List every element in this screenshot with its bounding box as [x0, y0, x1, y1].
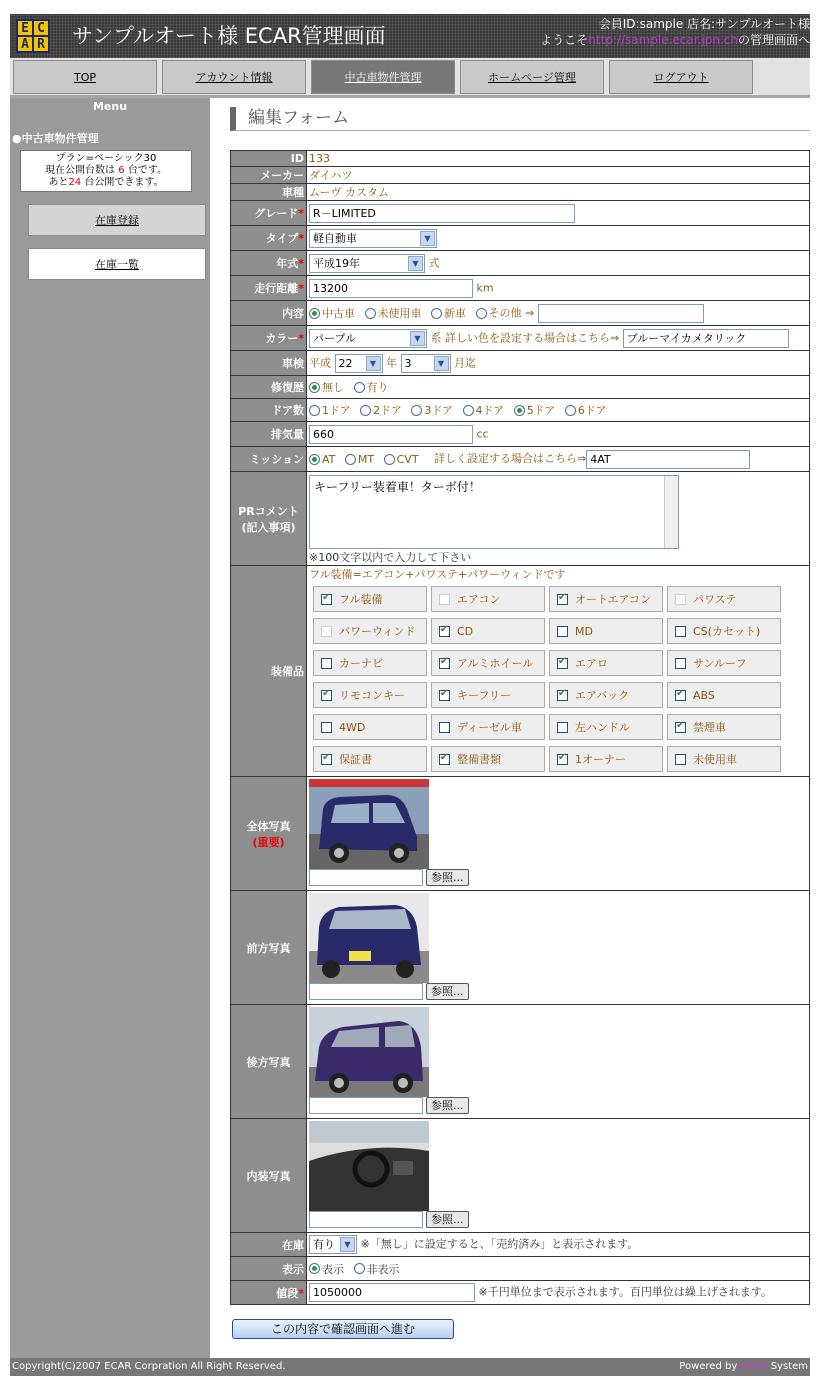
copyright: Copyright(C)2007 ECAR Corpration All Right Reserved. — [12, 1361, 286, 1372]
model-label: 車種 — [231, 184, 307, 201]
equipment-label-text: 整備書類 — [457, 753, 501, 766]
pr-comment-textarea[interactable]: キーフリー装着車！ターボ付！ — [309, 475, 679, 549]
header-bar — [10, 14, 810, 58]
equipment-note: フル装備=エアコン+パワステ+パワーウィンドです — [309, 568, 566, 581]
content-radio-other[interactable] — [476, 308, 487, 319]
published-count: 6 — [118, 165, 125, 176]
content-option-label: 未使用車 — [377, 307, 422, 320]
header-user-info — [540, 16, 810, 48]
mission-detail-input[interactable]: 4AT — [586, 450, 750, 469]
equipment-checkbox[interactable] — [675, 626, 686, 637]
doors-option-label: 6ドア — [577, 404, 607, 417]
site-title: サンプルオート様 ECAR管理画面 — [72, 24, 386, 48]
equipment-checkbox[interactable] — [675, 658, 686, 669]
inspection-year-select[interactable]: 22 ▼ — [335, 354, 383, 373]
photo-interior-label: 内装写真 — [231, 1119, 307, 1233]
repair-label: 修復歴 — [231, 376, 307, 399]
color-hint: 系 詳しい色を設定する場合はこちら⇒ — [430, 331, 620, 344]
equipment-label-text: 未使用車 — [693, 753, 737, 766]
mission-option-label: AT — [322, 452, 336, 466]
content-option-label: その他 ⇒ — [488, 306, 535, 319]
equipment-checkbox[interactable] — [675, 754, 686, 765]
remain-prefix: あと — [48, 177, 69, 188]
price-label: 値段* — [231, 1281, 307, 1305]
menu-title: Menu — [92, 100, 128, 113]
logo-letter: A — [18, 37, 32, 51]
photo-rear-browse-button[interactable]: 参照... — [426, 1097, 469, 1114]
equipment-item[interactable] — [667, 682, 781, 708]
stock-select[interactable]: 有り ▼ — [309, 1235, 357, 1254]
color-select[interactable]: パープル ▼ — [309, 329, 427, 348]
equipment-item[interactable] — [431, 618, 545, 644]
equipment-label-text: エアコン — [457, 593, 501, 606]
repair-option-label: 有り — [366, 381, 389, 394]
equipment-checkbox[interactable] — [321, 754, 332, 765]
mileage-label: 走行距離* — [231, 276, 307, 301]
equipment-item[interactable] — [431, 650, 545, 676]
equipment-checkbox[interactable] — [439, 626, 450, 637]
equipment-checkbox[interactable] — [321, 658, 332, 669]
content-option-label: 中古車 — [322, 307, 355, 320]
equipment-item[interactable] — [431, 714, 545, 740]
doors-radio-2[interactable] — [360, 405, 371, 416]
equipment-checkbox[interactable] — [439, 658, 450, 669]
equipment-label-text: ABS — [693, 688, 715, 702]
stock-register-button[interactable]: 在庫登録 — [28, 204, 206, 236]
count-prefix: 現在公開台数は — [45, 165, 116, 176]
equipment-label-text: 左ハンドル — [575, 721, 630, 734]
doors-option-label: 3ドア — [424, 404, 454, 417]
content-option-label: 新車 — [444, 307, 466, 320]
car-photo-interior — [309, 1121, 429, 1211]
content-radio-new[interactable] — [431, 308, 442, 319]
price-input[interactable]: 1050000 — [309, 1283, 475, 1302]
equipment-item[interactable] — [549, 618, 663, 644]
equipment-checkbox[interactable] — [439, 690, 450, 701]
car-photo-rear — [309, 1007, 429, 1097]
equipment-label-text: エアロ — [575, 657, 608, 670]
member-line: 会員ID:sample 店名:サンプルオート様 — [598, 17, 810, 31]
mission-radio-mt[interactable] — [345, 454, 356, 465]
stock-label: 在庫 — [231, 1233, 307, 1257]
year-select[interactable]: 平成19年 ▼ — [309, 254, 425, 273]
maker-label: メーカー — [231, 167, 307, 184]
price-note: ※千円単位まで表示されます。百円単位は繰上げされます。 — [478, 1285, 772, 1299]
display-radio-hide[interactable] — [354, 1263, 365, 1274]
ecar-footer-link[interactable]: ECAR — [740, 1361, 768, 1372]
photo-interior-file-input[interactable] — [309, 1211, 423, 1228]
equipment-grid — [309, 582, 807, 776]
equipment-item[interactable] — [431, 682, 545, 708]
equipment-label-text: 禁煙車 — [693, 721, 726, 734]
equipment-item[interactable] — [549, 586, 663, 612]
equipment-checkbox[interactable] — [439, 594, 450, 605]
content-label: 内容 — [231, 301, 307, 326]
equipment-item[interactable] — [431, 746, 545, 772]
chevron-down-icon: ▼ — [410, 331, 425, 346]
grade-label: グレード* — [231, 201, 307, 226]
id-value: 133 — [307, 151, 810, 167]
equipment-item[interactable] — [313, 618, 427, 644]
equipment-checkbox[interactable] — [321, 722, 332, 733]
remaining-count: 24 — [68, 177, 82, 188]
nav-logout[interactable]: ログアウト — [609, 60, 753, 94]
doors-label: ドア数 — [231, 399, 307, 422]
inspection-label: 車検 — [231, 351, 307, 376]
doors-radio-6[interactable] — [565, 405, 576, 416]
equipment-item[interactable] — [313, 746, 427, 772]
display-option-label: 非表示 — [366, 1262, 400, 1276]
photo-overall-browse-button[interactable]: 参照... — [426, 869, 469, 886]
equipment-label-text: フル装備 — [339, 593, 383, 606]
equipment-checkbox[interactable] — [557, 658, 568, 669]
nav-top[interactable]: TOP — [13, 60, 157, 94]
equipment-item[interactable] — [313, 586, 427, 612]
equipment-checkbox[interactable] — [321, 690, 332, 701]
section-title: ●中古車物件管理 — [12, 132, 99, 145]
equipment-checkbox[interactable] — [557, 690, 568, 701]
display-label: 表示 — [231, 1257, 307, 1281]
admin-url-link[interactable]: http://sample.ecar.jpn.ch — [588, 33, 738, 47]
doors-option-label: 2ドア — [373, 404, 402, 417]
equipment-checkbox[interactable] — [675, 722, 686, 733]
equipment-item[interactable] — [549, 650, 663, 676]
equipment-label-text: 1オーナー — [575, 753, 626, 766]
equipment-checkbox[interactable] — [557, 722, 568, 733]
pr-note: ※100文字以内で入力して下さい — [309, 550, 472, 564]
equipment-label-text: CD — [457, 624, 474, 638]
equipment-item[interactable] — [313, 650, 427, 676]
photo-front-file-input[interactable] — [309, 983, 423, 1000]
doors-option-label: 5ドア — [526, 404, 556, 417]
equipment-item[interactable] — [549, 714, 663, 740]
displacement-label: 排気量 — [231, 422, 307, 447]
doors-radio-5[interactable] — [514, 405, 525, 416]
equipment-checkbox[interactable] — [557, 754, 568, 765]
equipment-label-text: MD — [575, 624, 593, 638]
repair-option-label: 無し — [322, 381, 344, 394]
equipment-item[interactable] — [667, 618, 781, 644]
content-other-input[interactable] — [538, 304, 704, 323]
type-select[interactable]: 軽自動車 ▼ — [309, 229, 437, 248]
ecar-logo — [16, 19, 50, 53]
nav-homepage[interactable]: ホームページ管理 — [460, 60, 604, 94]
chevron-down-icon: ▼ — [366, 356, 381, 371]
count-suffix: 台です。 — [127, 165, 167, 176]
inspection-month-unit: 月迄 — [454, 356, 476, 369]
equipment-item[interactable] — [549, 746, 663, 772]
id-label: ID — [231, 151, 307, 167]
inspection-year-unit: 年 — [386, 356, 397, 369]
display-option-label: 表示 — [322, 1262, 344, 1276]
equipment-label-text: CS(カセット) — [693, 625, 761, 638]
mission-option-label: CVT — [396, 452, 419, 466]
welcome-suffix: の管理画面へ — [737, 33, 810, 47]
equipment-checkbox[interactable] — [675, 690, 686, 701]
plan-line: プラン=ベーシック30 — [55, 153, 157, 164]
photo-overall-file-input[interactable] — [309, 869, 423, 886]
chevron-down-icon: ▼ — [420, 231, 435, 246]
doors-option-label: 4ドア — [475, 404, 505, 417]
confirm-submit-button[interactable]: この内容で確認画面へ進む — [232, 1319, 454, 1339]
equipment-label-text: キーフリー — [457, 689, 512, 702]
equipment-label-text: リモコンキー — [339, 689, 405, 702]
logo-letter: C — [34, 21, 48, 35]
powered-prefix: Powered by — [679, 1361, 741, 1372]
car-photo-overall — [309, 779, 429, 869]
repair-radio-none[interactable] — [309, 382, 320, 393]
equipment-checkbox[interactable] — [557, 626, 568, 637]
equipment-label-text: 4WD — [339, 720, 366, 734]
equipment-checkbox[interactable] — [557, 594, 568, 605]
photo-interior-browse-button[interactable]: 参照... — [426, 1211, 469, 1228]
equipment-checkbox[interactable] — [321, 594, 332, 605]
equipment-label-text: オートエアコン — [575, 593, 652, 606]
equipment-checkbox[interactable] — [439, 754, 450, 765]
mileage-unit: km — [476, 281, 494, 294]
remain-suffix: 台公開できます。 — [84, 177, 164, 188]
equipment-label-text: パワステ — [693, 593, 737, 606]
sidebar — [10, 98, 210, 1358]
doors-option-label: 1ドア — [322, 404, 351, 417]
doors-radio-3[interactable] — [411, 405, 422, 416]
equipment-label-text: エアバック — [575, 689, 630, 702]
color-detail-input[interactable]: ブルーマイカメタリック — [623, 329, 789, 348]
logo-letter: R — [34, 37, 48, 51]
year-label: 年式* — [231, 251, 307, 276]
content-radio-used[interactable] — [309, 308, 320, 319]
inspection-month-select[interactable]: 3 ▼ — [401, 354, 451, 373]
photo-overall-label: 全体写真 (重要) — [231, 777, 307, 891]
stock-note: ※「無し」に設定すると、「売約済み」と表示されます。 — [360, 1237, 639, 1251]
mission-radio-at[interactable] — [309, 454, 320, 465]
equipment-item[interactable] — [313, 714, 427, 740]
photo-rear-file-input[interactable] — [309, 1097, 423, 1114]
mission-radio-cvt[interactable] — [384, 454, 395, 465]
mission-label: ミッション — [231, 447, 307, 472]
footer — [10, 1358, 810, 1376]
displacement-unit: cc — [476, 427, 489, 440]
chevron-down-icon: ▼ — [408, 256, 423, 271]
equipment-item[interactable] — [549, 682, 663, 708]
photo-rear-label: 後方写真 — [231, 1005, 307, 1119]
equipment-checkbox[interactable] — [321, 626, 332, 637]
equipment-label: 装備品 — [231, 566, 307, 777]
car-photo-front — [309, 893, 429, 983]
edit-form — [230, 150, 810, 1305]
equipment-item[interactable] — [431, 586, 545, 612]
mileage-input[interactable]: 13200 — [309, 279, 473, 298]
welcome-prefix: ようこそ — [540, 33, 589, 47]
chevron-down-icon: ▼ — [434, 356, 449, 371]
logo-letter: E — [18, 21, 32, 35]
chevron-down-icon: ▼ — [340, 1237, 355, 1252]
equipment-label-text: パワーウィンド — [339, 625, 416, 638]
photo-front-label: 前方写真 — [231, 891, 307, 1005]
page-title: 編集フォーム — [230, 107, 810, 131]
model-value: ムーヴ カスタム — [307, 184, 810, 201]
equipment-label-text: サンルーフ — [693, 657, 747, 670]
display-radio-show[interactable] — [309, 1263, 320, 1274]
equipment-checkbox[interactable] — [675, 594, 686, 605]
equipment-item[interactable] — [667, 586, 781, 612]
mission-hint: 詳しく設定する場合はこちら⇒ — [434, 452, 587, 465]
equipment-label-text: ディーゼル車 — [457, 721, 522, 734]
nav-account[interactable]: アカウント情報 — [162, 60, 306, 94]
repair-radio-yes[interactable] — [354, 382, 365, 393]
inspection-era: 平成 — [309, 356, 331, 369]
type-label: タイプ* — [231, 226, 307, 251]
pr-label: PRコメント (記入事項) — [231, 472, 307, 566]
powered-suffix: System — [767, 1361, 808, 1372]
color-label: カラー* — [231, 326, 307, 351]
textarea-scrollbar[interactable] — [664, 476, 678, 548]
equipment-item[interactable] — [313, 682, 427, 708]
equipment-checkbox[interactable] — [439, 722, 450, 733]
doors-radio-4[interactable] — [463, 405, 474, 416]
equipment-item[interactable] — [667, 746, 781, 772]
displacement-input[interactable]: 660 — [309, 425, 473, 444]
photo-front-browse-button[interactable]: 参照... — [426, 983, 469, 1000]
doors-radio-1[interactable] — [309, 405, 320, 416]
stock-list-button[interactable]: 在庫一覧 — [28, 248, 206, 280]
main-nav — [10, 58, 810, 98]
grade-input[interactable]: R－LIMITED — [309, 204, 575, 223]
plan-info-box — [20, 150, 192, 192]
equipment-label-text: カーナビ — [339, 657, 383, 670]
nav-used-car[interactable]: 中古車物件管理 — [311, 60, 455, 94]
year-unit: 式 — [428, 256, 440, 269]
equipment-label-text: 保証書 — [339, 753, 372, 766]
maker-value: ダイハツ — [307, 167, 810, 184]
content-radio-unused[interactable] — [365, 308, 376, 319]
mission-option-label: MT — [357, 452, 375, 466]
equipment-item[interactable] — [667, 714, 781, 740]
equipment-item[interactable] — [667, 650, 781, 676]
equipment-label-text: アルミホイール — [457, 657, 534, 670]
